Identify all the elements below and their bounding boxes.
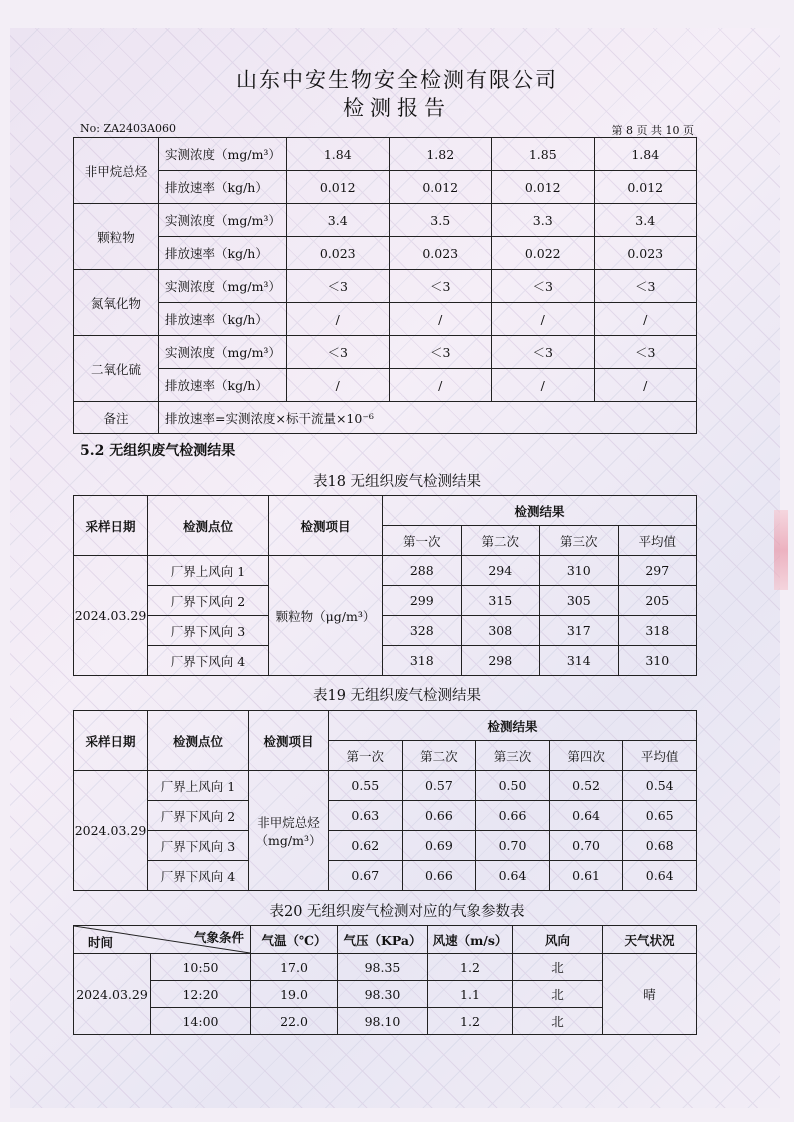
value-cell: 1.85 (492, 138, 595, 171)
table-row (74, 237, 697, 270)
direction-cell: 北 (513, 1008, 603, 1035)
value-cell: 0.64 (476, 861, 550, 891)
seam-stamp (774, 510, 788, 590)
table-row (74, 369, 697, 402)
value-cell: ＜3 (492, 336, 595, 369)
table-row (74, 954, 697, 981)
report-number: No: ZA2403A060 (80, 122, 176, 135)
value-cell: ＜3 (389, 336, 492, 369)
sampling-point: 厂界上风向 1 (148, 771, 249, 801)
value-cell: 0.54 (623, 771, 697, 801)
temp-cell: 22.0 (251, 1008, 338, 1035)
value-cell: 0.69 (402, 831, 476, 861)
value-cell: 0.012 (594, 171, 697, 204)
value-cell: 0.64 (549, 801, 623, 831)
value-cell: 299 (383, 586, 462, 616)
parameter-label: 实测浓度（mg/m³） (159, 270, 287, 303)
pressure-cell: 98.10 (338, 1008, 428, 1035)
direction-cell: 北 (513, 954, 603, 981)
value-cell: 318 (618, 616, 697, 646)
value-cell: 0.65 (623, 801, 697, 831)
pollutant-name: 氮氧化物 (74, 270, 159, 336)
header-point: 检测点位 (148, 496, 269, 556)
header-point: 检测点位 (148, 711, 249, 771)
value-cell: 308 (461, 616, 540, 646)
speed-cell: 1.2 (428, 954, 513, 981)
value-cell: 0.50 (476, 771, 550, 801)
value-cell: / (594, 303, 697, 336)
pressure-cell: 98.30 (338, 981, 428, 1008)
nmhc-table (73, 710, 697, 891)
header-sub: 第四次 (549, 741, 623, 771)
value-cell: / (594, 369, 697, 402)
corner-header (74, 926, 251, 954)
value-cell: 0.012 (287, 171, 390, 204)
header-weather: 天气状况 (603, 926, 697, 954)
table-row (74, 861, 697, 891)
particulate-table (73, 495, 697, 676)
table-row (74, 831, 697, 861)
parameter-label: 排放速率（kg/h） (159, 303, 287, 336)
test-item: 颗粒物（μg/m³） (269, 556, 383, 676)
sampling-point: 厂界上风向 1 (148, 556, 269, 586)
sampling-point: 厂界下风向 2 (148, 801, 249, 831)
value-cell: ＜3 (594, 270, 697, 303)
value-cell: ＜3 (594, 336, 697, 369)
value-cell: 314 (540, 646, 619, 676)
weather-cell: 晴 (603, 954, 697, 1035)
header-result: 检测结果 (383, 496, 697, 526)
time-cell: 10:50 (151, 954, 251, 981)
temp-cell: 17.0 (251, 954, 338, 981)
header-sub: 第一次 (329, 741, 403, 771)
sampling-point: 厂界下风向 2 (148, 586, 269, 616)
pollutant-name: 颗粒物 (74, 204, 159, 270)
table-row (74, 270, 697, 303)
value-cell: 0.022 (492, 237, 595, 270)
header-pressure: 气压（KPa） (338, 926, 428, 954)
sampling-point: 厂界下风向 4 (148, 646, 269, 676)
header-speed: 风速（m/s） (428, 926, 513, 954)
header-sub: 平均值 (618, 526, 697, 556)
table-row (74, 336, 697, 369)
value-cell: 0.66 (402, 861, 476, 891)
parameter-label: 实测浓度（mg/m³） (159, 336, 287, 369)
table-row (74, 646, 697, 676)
value-cell: 0.62 (329, 831, 403, 861)
time-cell: 12:20 (151, 981, 251, 1008)
note-text: 排放速率=实测浓度×标干流量×10⁻⁶ (159, 402, 697, 434)
value-cell: 0.66 (476, 801, 550, 831)
value-cell: 0.70 (549, 831, 623, 861)
value-cell: / (492, 369, 595, 402)
sample-date: 2024.03.29 (74, 771, 148, 891)
value-cell: 205 (618, 586, 697, 616)
value-cell: 305 (540, 586, 619, 616)
time-cell: 14:00 (151, 1008, 251, 1035)
speed-cell: 1.1 (428, 981, 513, 1008)
header-sub: 第三次 (540, 526, 619, 556)
header-sub: 第一次 (383, 526, 462, 556)
test-item-unit: （mg/m³） (255, 832, 322, 848)
table-row (74, 771, 697, 801)
header-date: 采样日期 (74, 711, 148, 771)
value-cell: / (287, 303, 390, 336)
parameter-label: 排放速率（kg/h） (159, 171, 287, 204)
test-item-name: 非甲烷总烃 (257, 814, 320, 830)
value-cell: / (287, 369, 390, 402)
value-cell: 315 (461, 586, 540, 616)
table-row (74, 303, 697, 336)
value-cell: 0.70 (476, 831, 550, 861)
sample-date: 2024.03.29 (74, 556, 148, 676)
parameter-label: 实测浓度（mg/m³） (159, 138, 287, 171)
note-label: 备注 (74, 402, 159, 434)
corner-top-label: 气象条件 (193, 930, 244, 945)
value-cell: 0.64 (623, 861, 697, 891)
value-cell: ＜3 (287, 270, 390, 303)
header-sub: 第三次 (476, 741, 550, 771)
company-name: 山东中安生物安全检测有限公司 (236, 68, 558, 92)
value-cell: 0.023 (389, 237, 492, 270)
value-cell: 0.66 (402, 801, 476, 831)
value-cell: 317 (540, 616, 619, 646)
parameter-label: 排放速率（kg/h） (159, 369, 287, 402)
value-cell: 0.55 (329, 771, 403, 801)
report-title: 检测报告 (343, 96, 451, 120)
page-indicator: 第 8 页 共 10 页 (611, 124, 694, 137)
sample-date: 2024.03.29 (74, 954, 151, 1035)
value-cell: 0.012 (389, 171, 492, 204)
header-date: 采样日期 (74, 496, 148, 556)
emission-table (73, 137, 697, 434)
table18-caption: 表18 无组织废气检测结果 (312, 474, 482, 490)
value-cell: 0.63 (329, 801, 403, 831)
value-cell: 3.4 (594, 204, 697, 237)
header-item: 检测项目 (249, 711, 329, 771)
table-row (74, 138, 697, 171)
value-cell: 310 (618, 646, 697, 676)
table20-caption: 表20 无组织废气检测对应的气象参数表 (269, 904, 525, 920)
value-cell: 1.84 (287, 138, 390, 171)
table19-caption: 表19 无组织废气检测结果 (312, 688, 482, 704)
table-row (74, 556, 697, 586)
pollutant-name: 非甲烷总烃 (74, 138, 159, 204)
value-cell: ＜3 (287, 336, 390, 369)
value-cell: 3.5 (389, 204, 492, 237)
sampling-point: 厂界下风向 3 (148, 616, 269, 646)
corner-bottom-label: 时间 (88, 935, 114, 950)
value-cell: 0.61 (549, 861, 623, 891)
value-cell: 0.023 (594, 237, 697, 270)
value-cell: / (389, 303, 492, 336)
value-cell: 298 (461, 646, 540, 676)
table-row (74, 171, 697, 204)
value-cell: 0.012 (492, 171, 595, 204)
note-row (74, 402, 697, 434)
header-sub: 平均值 (623, 741, 697, 771)
speed-cell: 1.2 (428, 1008, 513, 1035)
value-cell: ＜3 (492, 270, 595, 303)
value-cell: 3.4 (287, 204, 390, 237)
direction-cell: 北 (513, 981, 603, 1008)
value-cell: 0.67 (329, 861, 403, 891)
value-cell: 328 (383, 616, 462, 646)
value-cell: 297 (618, 556, 697, 586)
header-result: 检测结果 (329, 711, 697, 741)
sampling-point: 厂界下风向 4 (148, 861, 249, 891)
value-cell: 310 (540, 556, 619, 586)
parameter-label: 排放速率（kg/h） (159, 237, 287, 270)
table-row (74, 801, 697, 831)
value-cell: 0.52 (549, 771, 623, 801)
pollutant-name: 二氧化硫 (74, 336, 159, 402)
test-item (249, 771, 329, 891)
header-sub: 第二次 (461, 526, 540, 556)
value-cell: 318 (383, 646, 462, 676)
header-item: 检测项目 (269, 496, 383, 556)
value-cell: ＜3 (389, 270, 492, 303)
value-cell: / (492, 303, 595, 336)
value-cell: 0.023 (287, 237, 390, 270)
temp-cell: 19.0 (251, 981, 338, 1008)
sampling-point: 厂界下风向 3 (148, 831, 249, 861)
section-title: 5.2 无组织废气检测结果 (80, 443, 236, 459)
value-cell: / (389, 369, 492, 402)
table-row (74, 616, 697, 646)
value-cell: 0.68 (623, 831, 697, 861)
value-cell: 288 (383, 556, 462, 586)
pressure-cell: 98.35 (338, 954, 428, 981)
value-cell: 1.82 (389, 138, 492, 171)
weather-table (73, 925, 697, 1035)
parameter-label: 实测浓度（mg/m³） (159, 204, 287, 237)
header-temp: 气温（℃） (251, 926, 338, 954)
table-row (74, 204, 697, 237)
value-cell: 1.84 (594, 138, 697, 171)
header-sub: 第二次 (402, 741, 476, 771)
header-direction: 风向 (513, 926, 603, 954)
value-cell: 0.57 (402, 771, 476, 801)
table-row (74, 586, 697, 616)
value-cell: 294 (461, 556, 540, 586)
value-cell: 3.3 (492, 204, 595, 237)
